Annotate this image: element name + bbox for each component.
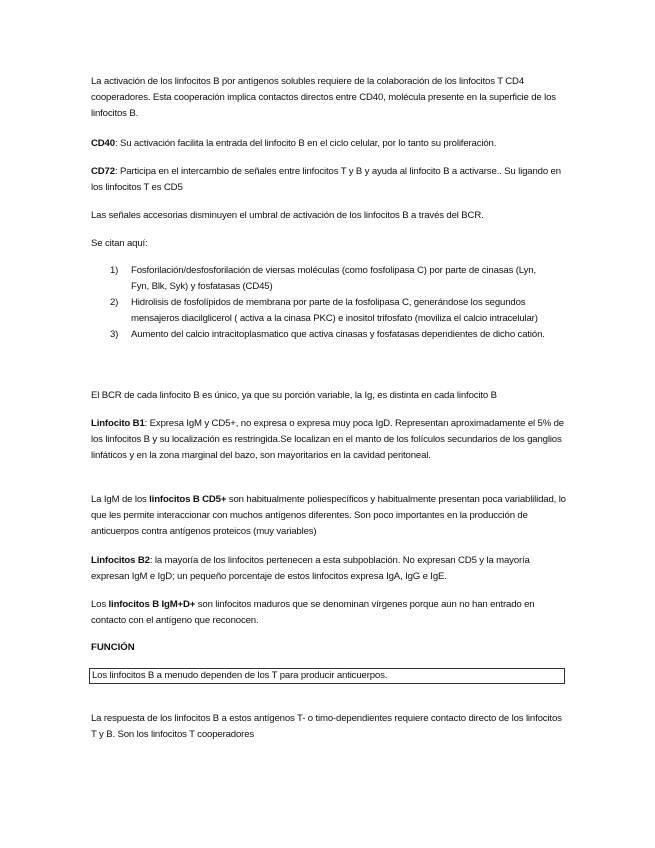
term-b1: Linfocito B1 [91,418,145,429]
paragraph-igmd [91,597,569,629]
list-item-text: Aumento del calcio intracitoplasmatico que activa cinasas y fosfatasas dependientes de dicho catión. [131,329,545,340]
igmd-prefix: Los [91,599,109,610]
paragraph-intro [91,74,569,122]
list-item-number: 2) [110,297,119,308]
paragraph-bcr [91,388,569,404]
paragraph-b1 [91,416,569,464]
bcr-text: El BCR de cada linfocito B es único, ya que su porción variable, la Ig, es distinta en cada linfocito B [91,390,497,401]
cd72-description: : Participa en el intercambio de señales entre linfocitos T y B y ayuda al linfocito B a activarse.. Su ligando en los linfocitos T es CD5 [91,166,561,193]
term-cd5: linfocitos B CD5+ [149,494,227,505]
term-cd40: CD40 [91,138,115,149]
igm-description: son habitualmente poliespecíficos y habitualmente presentan poca variablilidad, lo que les permite interaccionar con muchos antígenos diferentes. Son poco importantes en la producción de anticuerpos contra antígenos proteicos (muy variables) [91,494,566,537]
term-igmd: linfocitos B IgM+D+ [108,599,196,610]
igmd-description: son linfocitos maduros que se denominan vírgenes porque aun no han entrado en contacto con el antígeno que reconocen. [91,599,535,626]
cite-text: Se citan aquí: [91,238,148,249]
boxed-statement-text: Los linfocitos B a menudo dependen de los T para producir anticuerpos. [92,670,388,681]
list-item [91,295,551,327]
paragraph-igm-cd5 [91,492,569,540]
boxed-statement [89,668,565,684]
list-item [91,327,551,343]
paragraph-b2 [91,553,569,585]
paragraph-intro-text: La activación de los linfocitos B por antígenos solubles requiere de la colaboración de los linfocitos T CD4 cooperadores. Esta cooperación implica contactos directos entre CD40, molécula presente en la superficie de los linfocitos B. [91,76,556,119]
igm-prefix: La IgM de los [91,494,150,505]
term-cd72: CD72 [91,166,115,177]
section-heading-funcion: FUNCIÓN [91,642,135,653]
paragraph-cite [91,236,569,252]
last-text: La respuesta de los linfocitos B a estos antígenos T- o timo-dependientes requiere contacto directo de los linfocitos T y B. Son los linfocitos T cooperadores [91,713,562,740]
paragraph-cd40 [91,136,569,152]
b1-description: : Expresa IgM y CD5+, no expresa o expresa muy poca IgD. Representan aproximadamente el 5% de los linfocitos B y su localización es restringida.Se localizan en el manto de los folículos secundarios de los ganglios linfáticos y en la zona marginal del bazo, son mayoritarios en la cavidad peritoneal. [91,418,564,461]
term-b2: Linfocitos B2 [91,555,150,566]
cd40-description: : Su activación facilita la entrada del linfocito B en el ciclo celular, por lo tanto su proliferación. [114,138,497,149]
b2-description: : la mayoría de los linfocitos pertenecen a esta subpoblación. No expresan CD5 y la mayoría expresan IgM e IgD; un pequeño porcentaje de estos linfocitos expresa IgA, IgG e IgE. [91,555,530,582]
list-item-number: 1) [110,265,119,276]
numbered-list [91,263,551,343]
signals-text: Las señales accesorias disminuyen el umbral de activación de los linfocitos B a través del BCR. [91,210,484,221]
list-item-number: 3) [110,329,119,340]
paragraph-cd72 [91,164,569,196]
list-item-text: Hidrolisis de fosfolípidos de membrana por parte de la fosfolipasa C, generándose los segundos mensajeros diacilglicerol ( activa a la cinasa PKC) e inositol trifosfato (moviliza el calcio intracelular) [131,297,538,324]
paragraph-last [91,711,569,743]
list-item [91,263,551,295]
list-item-text: Fosforilación/desfosforilación de viersas moléculas (como fosfolipasa C) por parte de cinasas (Lyn, Fyn, Blk, Syk) y fosfatasas (CD45) [131,265,536,292]
paragraph-signals [91,208,569,224]
